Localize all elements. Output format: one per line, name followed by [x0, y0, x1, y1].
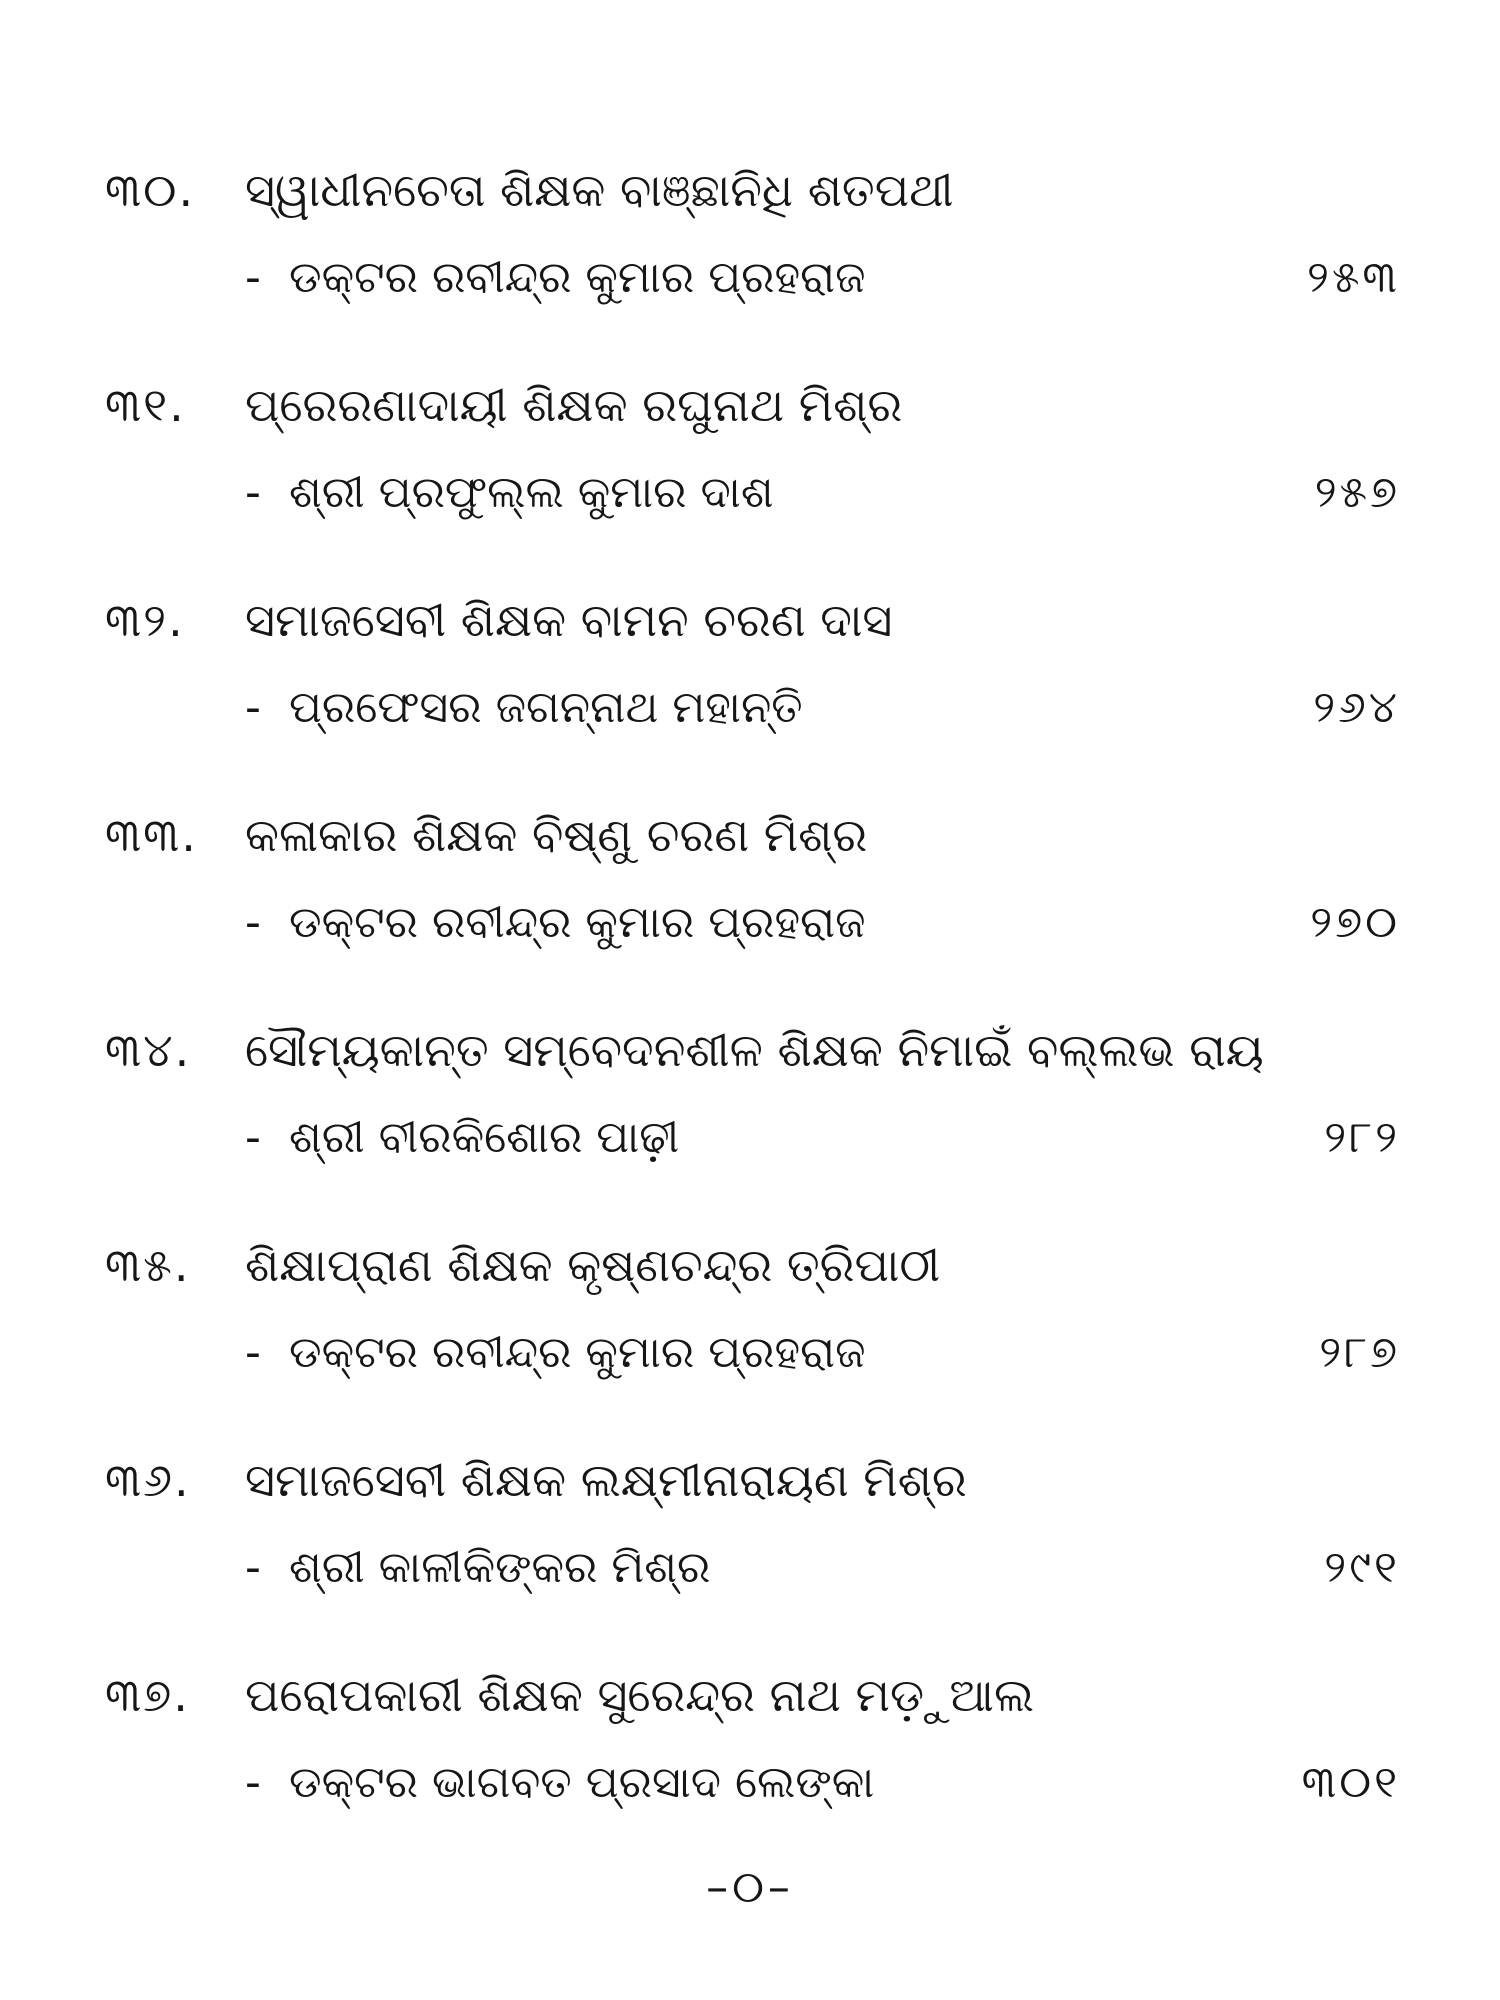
entry-number: ୩୧. — [105, 378, 186, 432]
toc-entry — [105, 1655, 1400, 1870]
entry-title: ସ୍ୱାଧୀନଚେତା ଶିକ୍ଷକ ବାଞ୍ଛାନିଧି ଶତପଥୀ — [245, 163, 954, 217]
entry-title-row — [105, 795, 1400, 875]
entry-number: ୩୦. — [105, 163, 196, 217]
entry-title: ସୌମ୍ୟକାନ୍ତ ସମ୍ବେଦନଶୀଳ ଶିକ୍ଷକ ନିମାଇଁ ବଲ୍ଲଭ ରାୟ — [245, 1023, 1264, 1077]
entry-dash: - — [245, 1542, 261, 1593]
table-of-contents — [105, 150, 1400, 1870]
entry-page-number: ୨୮୭ — [1319, 1327, 1400, 1378]
entry-number: ୩୭. — [105, 1668, 190, 1722]
toc-entry — [105, 1440, 1400, 1655]
entry-number: ୩୪. — [105, 1023, 192, 1077]
entry-dash: - — [245, 1112, 261, 1163]
toc-entry — [105, 580, 1400, 795]
entry-author: ଡକ୍ଟର ରବୀନ୍ଦ୍ର କୁମାର ପ୍ରହରାଜ — [289, 1327, 866, 1378]
entry-page-number: ୨୫୭ — [1314, 467, 1400, 518]
entry-author-row — [245, 453, 1400, 533]
entry-dash: - — [245, 682, 261, 733]
entry-author: ଶ୍ରୀ ପ୍ରଫୁଲ୍ଲ କୁମାର ଦାଶ — [289, 467, 774, 518]
entry-author-row — [245, 668, 1400, 748]
entry-title: ସମାଜସେବୀ ଶିକ୍ଷକ ବାମନ ଚରଣ ଦାସ — [245, 593, 893, 647]
entry-author: ଡକ୍ଟର ରବୀନ୍ଦ୍ର କୁମାର ପ୍ରହରାଜ — [289, 897, 866, 948]
entry-author: ଡକ୍ଟର ରବୀନ୍ଦ୍ର କୁମାର ପ୍ରହରାଜ — [289, 252, 866, 303]
entry-title-row — [105, 1225, 1400, 1305]
entry-title: ସମାଜସେବୀ ଶିକ୍ଷକ ଲକ୍ଷ୍ମୀନାରାୟଣ ମିଶ୍ର — [245, 1453, 967, 1507]
entry-author: ପ୍ରଫେସର ଜଗନ୍ନାଥ ମହାନ୍ତି — [289, 682, 803, 733]
toc-entry — [105, 365, 1400, 580]
entry-dash: - — [245, 897, 261, 948]
entry-title: କଳାକାର ଶିକ୍ଷକ ବିଷ୍ଣୁ ଚରଣ ମିଶ୍ର — [245, 808, 868, 862]
page-footer-mark: –୦– — [706, 1862, 794, 1913]
entry-number: ୩୬. — [105, 1453, 191, 1507]
entry-title-row — [105, 150, 1400, 230]
entry-dash: - — [245, 1757, 261, 1808]
toc-entry — [105, 1225, 1400, 1440]
entry-author: ଶ୍ରୀ କାଳୀକିଙ୍କର ମିଶ୍ର — [289, 1542, 711, 1593]
entry-page-number: ୨୮୨ — [1324, 1112, 1400, 1163]
entry-dash: - — [245, 252, 261, 303]
entry-author-row — [245, 1528, 1400, 1608]
entry-page-number: ୨୬୪ — [1313, 682, 1400, 733]
entry-title: ପ୍ରେରଣାଦାୟୀ ଶିକ୍ଷକ ରଘୁନାଥ ମିଶ୍ର — [245, 378, 903, 432]
entry-title-row — [105, 580, 1400, 660]
entry-author-row — [245, 238, 1400, 318]
entry-title-row — [105, 365, 1400, 445]
entry-author-row — [245, 1313, 1400, 1393]
entry-dash: - — [245, 467, 261, 518]
entry-title-row — [105, 1655, 1400, 1735]
toc-entry — [105, 1010, 1400, 1225]
entry-page-number: ୨୫୩ — [1307, 252, 1400, 303]
entry-dash: - — [245, 1327, 261, 1378]
entry-author: ଶ୍ରୀ ବୀରକିଶୋର ପାଢ଼ୀ — [289, 1112, 680, 1163]
entry-title: ଶିକ୍ଷାପ୍ରାଣ ଶିକ୍ଷକ କୃଷ୍ଣଚନ୍ଦ୍ର ତ୍ରିପାଠୀ — [245, 1238, 941, 1292]
entry-page-number: ୨୭୦ — [1310, 897, 1400, 948]
toc-entry — [105, 150, 1400, 365]
entry-author-row — [245, 883, 1400, 963]
entry-page-number: ୩୦୧ — [1301, 1757, 1400, 1808]
entry-title-row — [105, 1010, 1400, 1090]
entry-title-row — [105, 1440, 1400, 1520]
entry-number: ୩୨. — [105, 593, 185, 647]
entry-number: ୩୫. — [105, 1238, 191, 1292]
entry-author: ଡକ୍ଟର ଭାଗବତ ପ୍ରସାଦ ଲେଙ୍କା — [289, 1757, 875, 1808]
entry-author-row — [245, 1743, 1400, 1823]
entry-page-number: ୨୯୧ — [1324, 1542, 1400, 1593]
entry-number: ୩୩. — [105, 808, 198, 862]
toc-entry — [105, 795, 1400, 1010]
entry-author-row — [245, 1098, 1400, 1178]
entry-title: ପରୋପକାରୀ ଶିକ୍ଷକ ସୁରେନ୍ଦ୍ର ନାଥ ମଡ଼ୁଆଲ — [245, 1668, 1034, 1722]
